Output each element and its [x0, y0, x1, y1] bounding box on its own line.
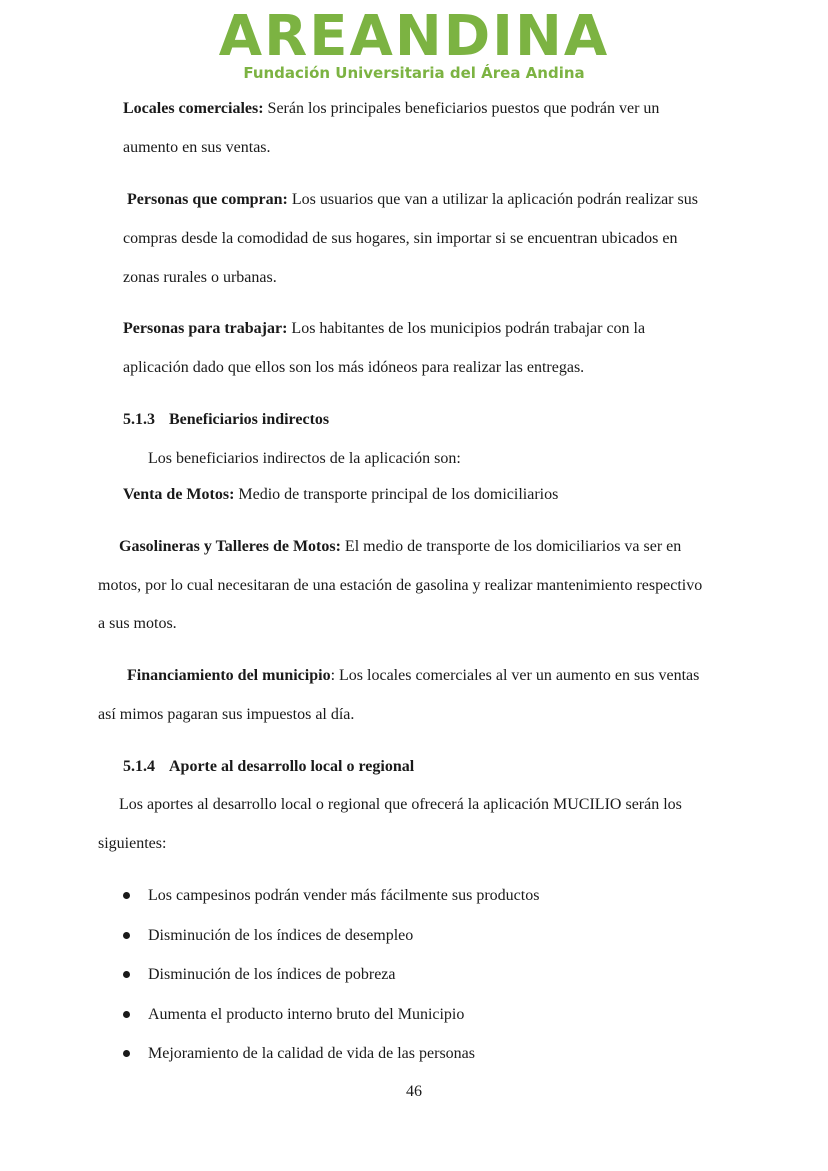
para-financiamiento-line1: [127, 666, 699, 686]
bullet-icon: [123, 1011, 130, 1018]
para-gasolineras-line1: [119, 537, 681, 557]
logo-wordmark: AREANDINA: [218, 4, 610, 69]
para-trabajar-line1: [123, 319, 645, 339]
para-aportes-line2: siguientes:: [98, 835, 167, 852]
para-motos: [123, 485, 558, 505]
para-trabajar-line2: aplicación dado que ellos son los más idóneos para realizar las entregas.: [123, 359, 585, 376]
bullet-icon: [123, 1050, 130, 1057]
text-financiamiento: : Los locales comerciales al ver un aumento en sus ventas: [330, 667, 700, 684]
label-financiamiento: Financiamiento del municipio: [127, 667, 331, 684]
para-financiamiento-line2: así mimos pagaran sus impuestos al día.: [98, 706, 355, 723]
logo-subtitle: Fundación Universitaria del Área Andina: [243, 64, 585, 82]
para-compran-line1: [127, 190, 698, 210]
label-locales: Locales comerciales:: [123, 100, 264, 117]
heading-5-1-4: [123, 757, 414, 777]
list-item-text: Mejoramiento de la calidad de vida de las personas: [148, 1045, 475, 1062]
text-gasolineras: El medio de transporte de los domiciliarios va ser en: [340, 538, 682, 555]
text-locales: Serán los principales beneficiarios puestos que podrán ver un: [263, 100, 660, 117]
header-logo: [0, 6, 828, 82]
para-aportes-line1: Los aportes al desarrollo local o regional que ofrecerá la aplicación MUCILIO serán los: [119, 796, 682, 813]
bullet-icon: [123, 971, 130, 978]
para-gasolineras-line3: a sus motos.: [98, 615, 177, 632]
text-compran: Los usuarios que van a utilizar la aplicación podrán realizar sus: [287, 191, 698, 208]
heading-number: 5.1.4: [123, 758, 155, 775]
para-locales-line1: [123, 99, 659, 119]
bullet-icon: [123, 932, 130, 939]
para-locales-line2: aumento en sus ventas.: [123, 139, 271, 156]
label-trabajar: Personas para trabajar:: [123, 320, 288, 337]
label-compran: Personas que compran:: [127, 191, 288, 208]
para-compran-line2: compras desde la comodidad de sus hogares, sin importar si se encuentran ubicados en: [123, 230, 678, 247]
heading-title: Beneficiarios indirectos: [169, 411, 330, 428]
list-item-text: Disminución de los índices de pobreza: [148, 966, 396, 983]
para-gasolineras-line2: motos, por lo cual necesitaran de una estación de gasolina y realizar mantenimiento respectivo: [98, 577, 703, 594]
page-number: 46: [406, 1083, 422, 1100]
list-item-text: Los campesinos podrán vender más fácilmente sus productos: [148, 887, 540, 904]
text-motos: Medio de transporte principal de los domiciliarios: [234, 486, 559, 503]
list-item-text: Aumenta el producto interno bruto del Municipio: [148, 1006, 465, 1023]
heading-title: Aporte al desarrollo local o regional: [169, 758, 415, 775]
label-motos: Venta de Motos:: [123, 486, 235, 503]
heading-number: 5.1.3: [123, 411, 155, 428]
para-compran-line3: zonas rurales o urbanas.: [123, 269, 277, 286]
para-indirectos-intro: Los beneficiarios indirectos de la aplicación son:: [148, 450, 461, 467]
label-gasolineras: Gasolineras y Talleres de Motos:: [119, 538, 341, 555]
bullet-icon: [123, 892, 130, 899]
text-trabajar: Los habitantes de los municipios podrán trabajar con la: [287, 320, 646, 337]
list-item-text: Disminución de los índices de desempleo: [148, 927, 414, 944]
heading-5-1-3: [123, 410, 329, 430]
